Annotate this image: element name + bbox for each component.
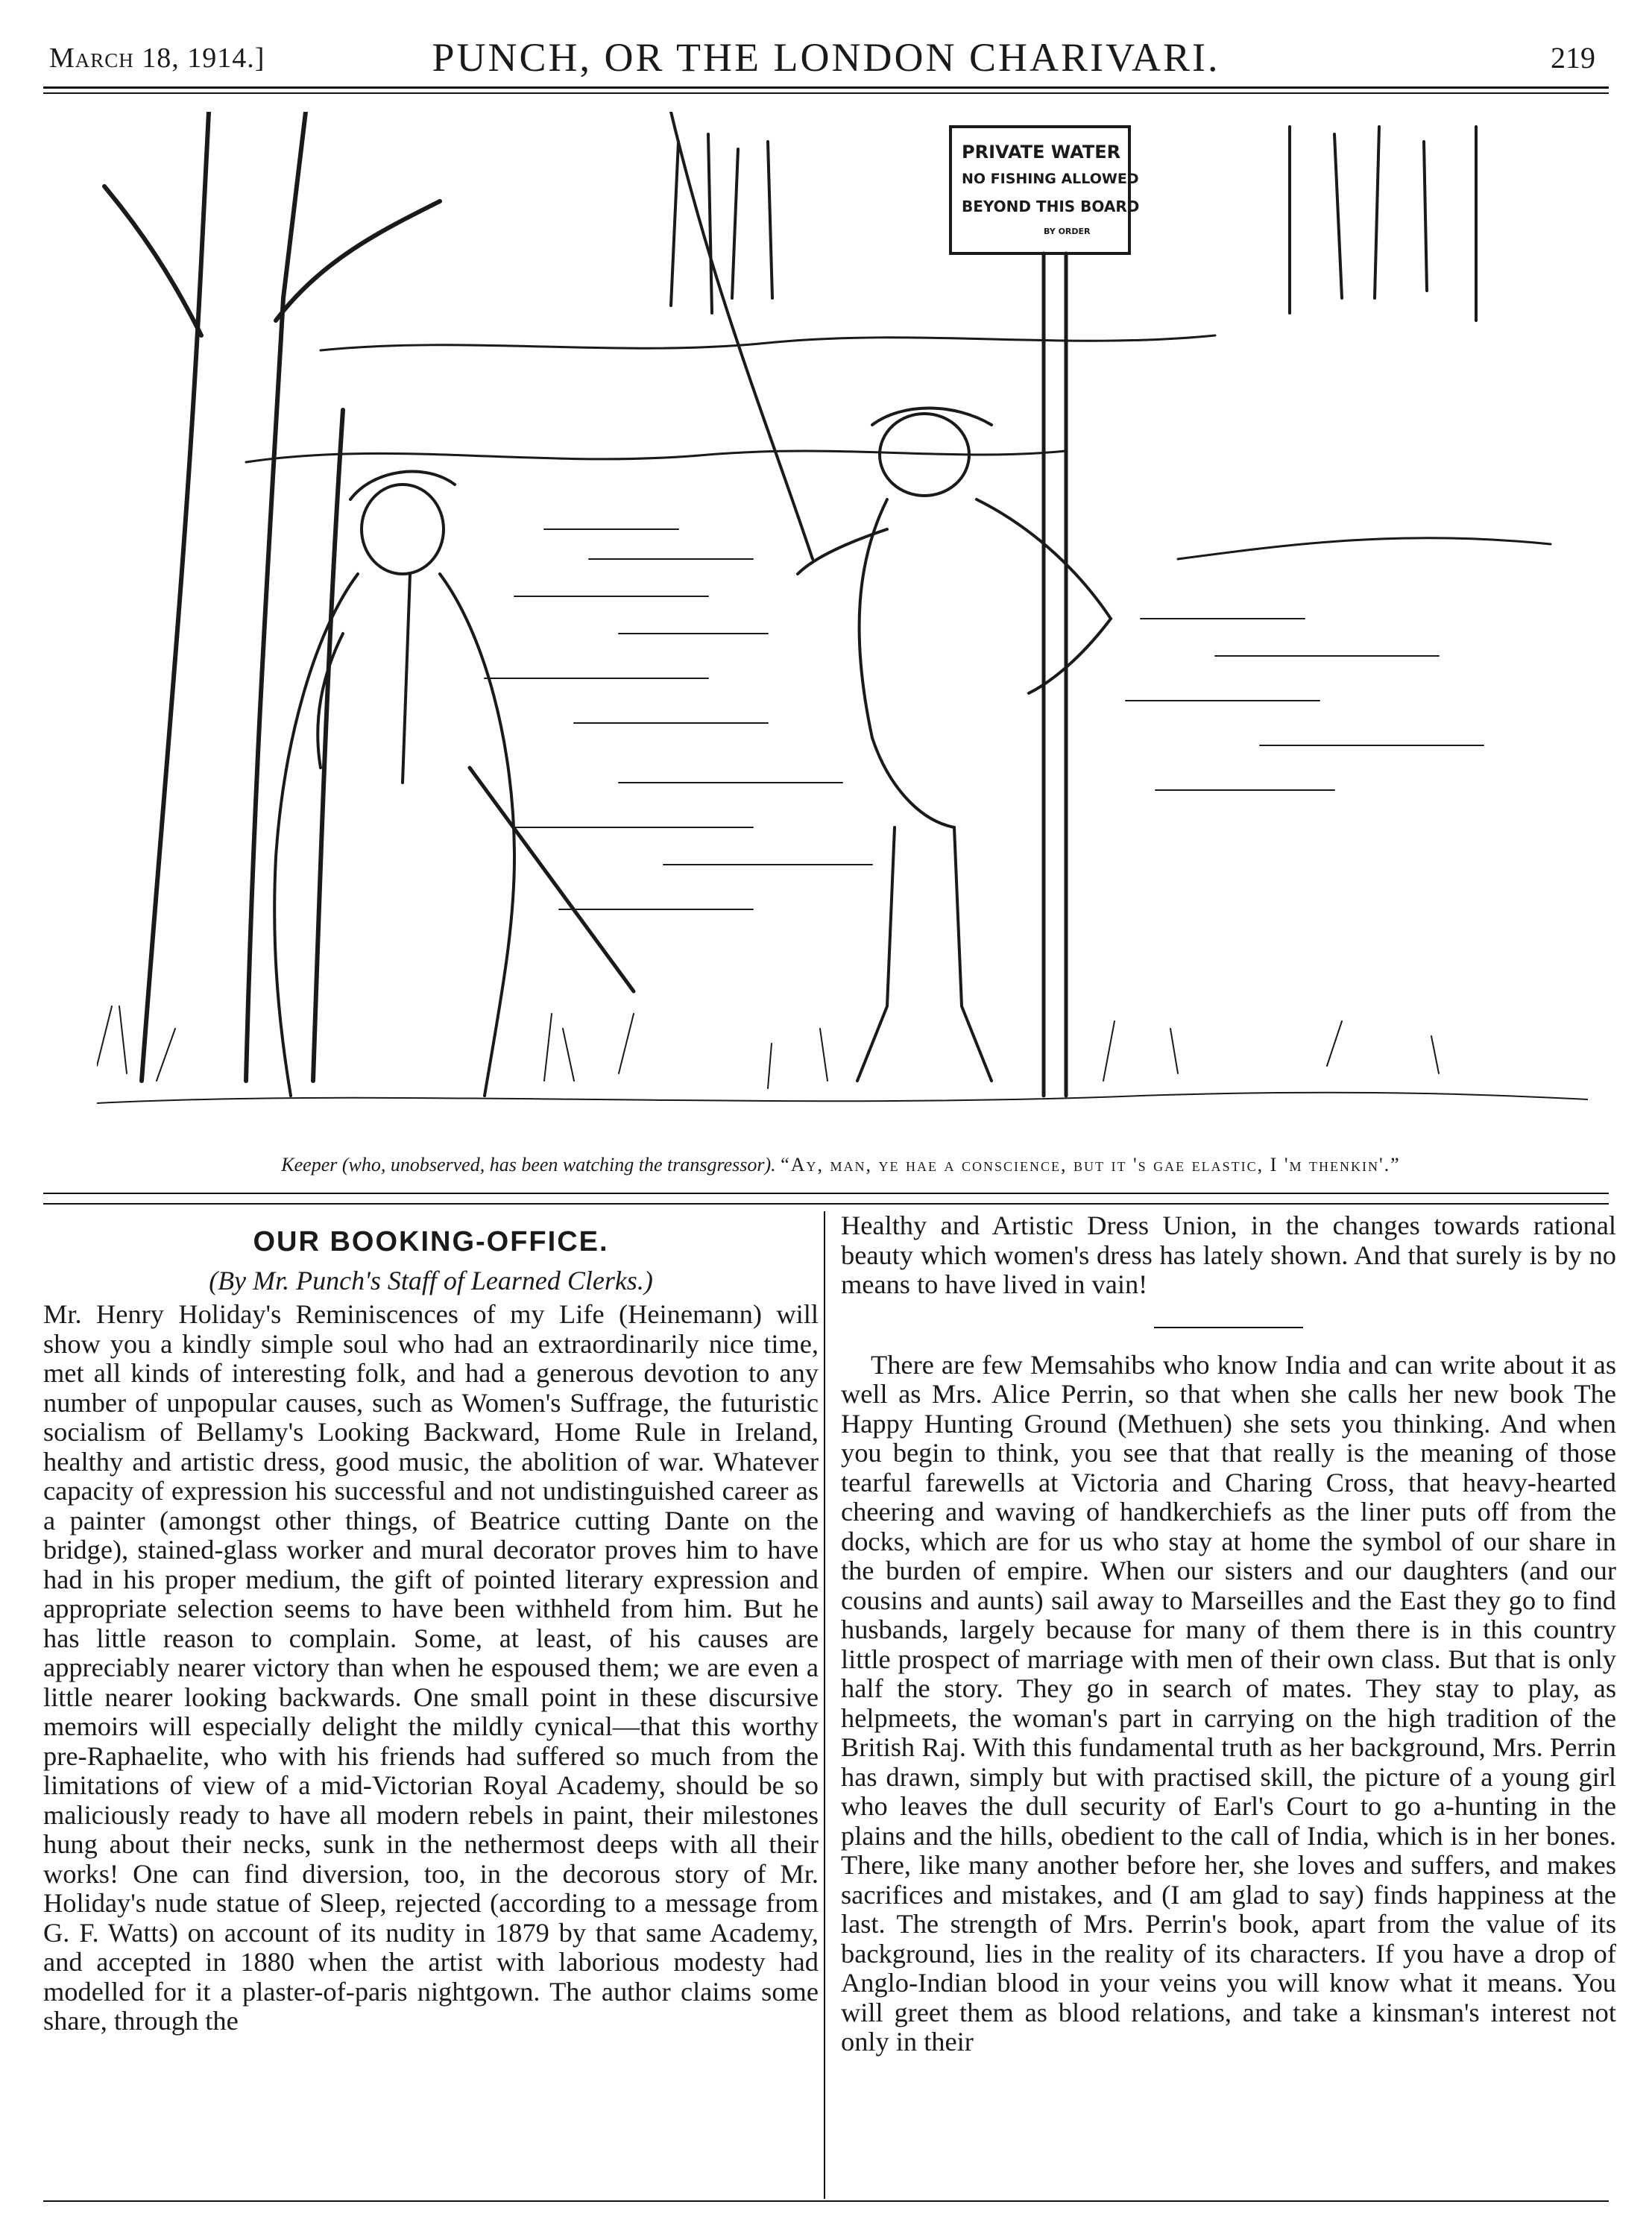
angler-figure [798,408,1111,1082]
right-bank-line [1178,538,1551,559]
publication-title: PUNCH, OR THE LONDON CHARIVARI. [432,35,1220,80]
cartoon-drawing [97,112,1588,1148]
article-byline: (By Mr. Punch's Staff of Learned Clerks.) [209,1265,653,1295]
review-paragraph-holiday: Mr. Henry Holiday's Reminiscences of my Life (Heinemann) will show you a kindly simple soul who had an extraordinarily nice time, met all kinds of interesting folk, and had a generous devotion to any number of unpopular causes, such as Women's Suffrage, the futuristic socialism of Bellamy's Looking Backward, Home Rule in Ireland, healthy and artistic dress, good music, the abolition of war. Whatever capacity of expression his successful and not undistinguished career as a painter (amongst other things, of Beatrice cutting Dante on the bridge), stained-glass worker and mural decorator proves him to have had in his proper medium, the gift of pointed literary expression and appropriate selection seems to have been withheld from him. But he has little reason to complain. Some, at least, of his causes are appreciably nearer victory than when he espoused them; we are even a little nearer looking backwards. One small point in these discursive memoirs will especially delight the mildly cynical—that this worthy pre-Raphaelite, who with his friends had suffered so much from the limitations of view of a mid-Victorian Royal Academy, should be so maliciously ready to have all modern rebels in paint, their milestones hung about their necks, sunk in the nethermost deeps with all their works! One can find diversion, too, in the decorous story of Mr. Holiday's nude statue of Sleep, rejected (according to a message from G. F. Watts) on account of its nudity in 1879 by that same Academy, and accepted in 1880 when the artist with laborious modesty had modelled for it a plaster-of-paris nightgown. The author claims some share, through the [43,1299,819,2036]
sign-text-by-order: BY ORDER [1044,227,1091,236]
masthead-rule [43,86,1609,89]
masthead-rule-thin [43,92,1609,94]
sign-post [950,127,1129,1096]
sign-text-private-water: PRIVATE WATER [962,142,1121,162]
water-ripples [485,529,1484,909]
left-column [43,1211,819,2036]
column-divider [824,1211,825,2199]
caption-speaker: Keeper (who, unobserved, has been watching the transgressor). [281,1154,776,1175]
masthead [43,30,1609,89]
sign-text-beyond-board: BEYOND THIS BOARD [962,198,1140,215]
right-column [841,1211,1616,2057]
foreground-tree [104,112,440,1081]
article-heading: OUR BOOKING-OFFICE. [253,1226,609,1257]
foreground-grass [97,1006,1588,1103]
sign-text-no-fishing: NO FISHING ALLOWED [962,171,1139,187]
section-double-rule [43,1193,1609,1205]
caption-quote: “Ay, man, ye hae a conscience, but it 's gae elastic, I 'm thenkin'.” [781,1154,1401,1175]
page-number: 219 [1551,41,1595,75]
bottom-rule [43,2200,1609,2202]
fishing-rod [671,112,813,559]
review-paragraph-perrin: There are few Memsahibs who know India and can write about it as well as Mrs. Alice Perrin, so that when she calls her new book The Happy Hunting Ground (Methuen) she sets you thinking. And when you begin to think, you see that that really is the meaning of those tearful farewells at Victoria and Charing Cross, that heavy-hearted cheering and waving of handkerchiefs as the liner puts off from the docks, which are for us who stay at home the symbol of our share in the burden of empire. When our sisters and our daughters (and our cousins and aunts) sail away to Marseilles and the East they go to find husbands, largely because for many of them there is in this country little prospect of marriage with men of their own class. But that is only half the story. They go in search of mates. They stay to play, as helpmeets, the woman's part in carrying on the high tradition of the British Raj. With this fundamental truth as her background, Mrs. Perrin has drawn, simply but with practised skill, the picture of a young girl who leaves the dull security of Earl's Court to go a-hunting in the plains and the hills, obedient to the call of India, which is in her bones. There, like many another before her, she loves and suffers, and makes sacrifices and mistakes, and (I am glad to say) finds happiness at the last. The strength of Mrs. Perrin's book, apart from the value of its background, lies in the reality of its characters. If you have a drop of Anglo-Indian blood in your veins you will know what it means. You will greet them as blood relations, and take a kinsman's interest not only in their [841,1349,1616,2057]
issue-date: March 18, 1914.] [49,42,265,74]
review-paragraph-holiday-continued: Healthy and Artistic Dress Union, in the changes towards rational beauty which women's dress has lately shown. And that surely is by no means to have lived in vain! [841,1210,1616,1299]
review-separator [1154,1327,1303,1328]
cartoon-caption [97,1154,1585,1176]
river-bank-line [246,451,1066,462]
far-bank-line [321,335,1215,350]
keeper-figure [274,472,634,1096]
cartoon-illustration [97,112,1588,1148]
